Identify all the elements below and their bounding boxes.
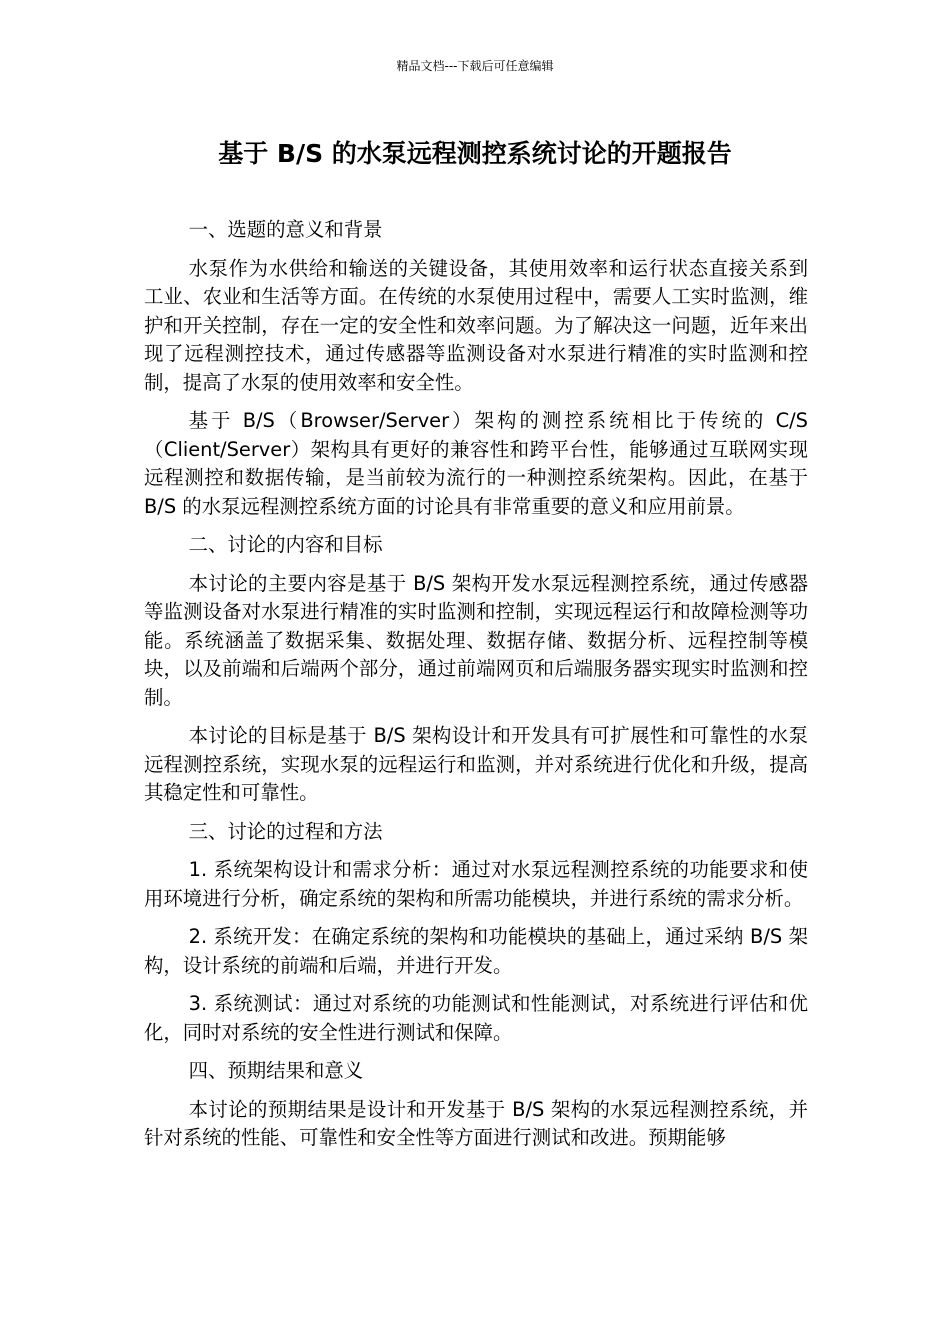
document-title: 基于 B/S 的水泵远程测控系统讨论的开题报告 xyxy=(218,139,732,168)
paragraph: 本讨论的主要内容是基于 B/S 架构开发水泵远程测控系统，通过传感器等监测设备对水泵进行精准的实时监测和控制，实现远程运行和故障检测等功能。系统涵盖了数据采集、数据处理、数据存储、数据分析、远程控制等模块，以及前端和后端两个部分，通过前端网页和后端服务器实现实时监测和控制。 xyxy=(144,571,808,709)
paragraph: 本讨论的目标是基于 B/S 架构设计和开发具有可扩展性和可靠性的水泵远程测控系统，实现水泵的远程运行和监测，并对系统进行优化和升级，提高其稳定性和可靠性。 xyxy=(144,724,808,804)
header-note: 精品文档---下载后可任意编辑 xyxy=(396,59,554,73)
section-heading-4: 四、预期结果和意义 xyxy=(188,1059,364,1082)
section-heading-2: 二、讨论的内容和目标 xyxy=(188,533,383,556)
paragraph: 2. 系统开发：在确定系统的架构和功能模块的基础上，通过采纳 B/S 架构，设计系统的前端和后端，并进行开发。 xyxy=(144,925,808,977)
section-heading-1: 一、选题的意义和背景 xyxy=(188,218,383,241)
paragraph: 1. 系统架构设计和需求分析：通过对水泵远程测控系统的功能要求和使用环境进行分析，确定系统的架构和所需功能模块，并进行系统的需求分析。 xyxy=(144,858,808,910)
paragraph: 水泵作为水供给和输送的关键设备，其使用效率和运行状态直接关系到工业、农业和生活等方面。在传统的水泵使用过程中，需要人工实时监测，维护和开关控制，存在一定的安全性和效率问题。为了解决这一问题，近年来出现了远程测控技术，通过传感器等监测设备对水泵进行精准的实时监测和控制，提高了水泵的使用效率和安全性。 xyxy=(144,256,808,394)
paragraph: 基于 B/S（Browser/Server）架构的测控系统相比于传统的 C/S（Client/Server）架构具有更好的兼容性和跨平台性，能够通过互联网实现远程测控和数据传输，是当前较为流行的一种测控系统架构。因此，在基于 B/S 的水泵远程测控系统方面的讨论具有非常重要的意义和应用前景。 xyxy=(144,409,808,518)
document-body xyxy=(144,216,808,1163)
section-heading-3: 三、讨论的过程和方法 xyxy=(188,819,383,843)
paragraph: 3. 系统测试：通过对系统的功能测试和性能测试，对系统进行评估和优化，同时对系统的安全性进行测试和保障。 xyxy=(144,992,808,1044)
paragraph: 本讨论的预期结果是设计和开发基于 B/S 架构的水泵远程测控系统，并针对系统的性能、可靠性和安全性等方面进行测试和改进。预期能够 xyxy=(144,1097,808,1149)
